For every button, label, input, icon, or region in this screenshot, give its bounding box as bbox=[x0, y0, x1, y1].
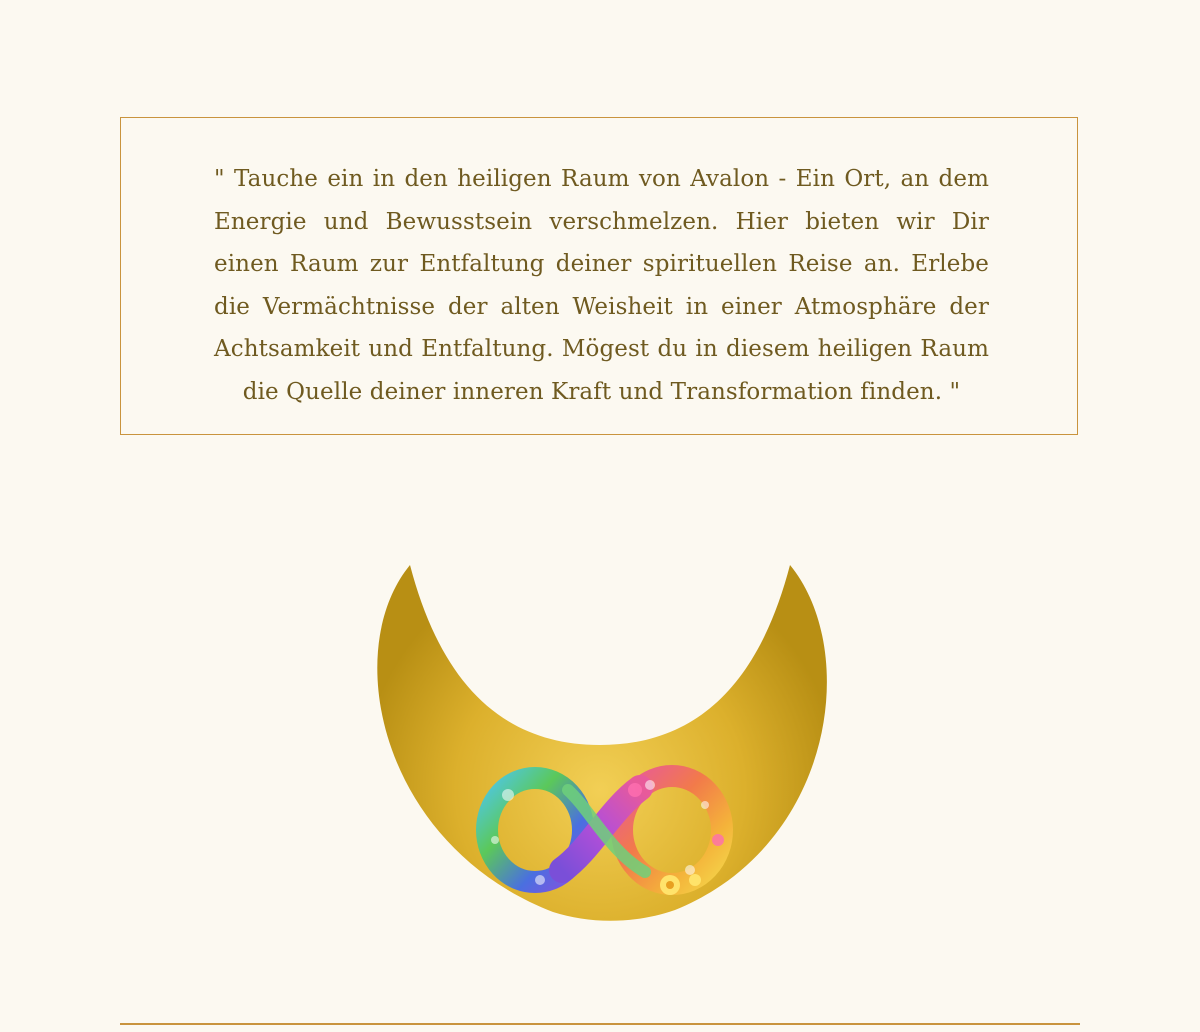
quote-box bbox=[120, 117, 1078, 435]
bottom-divider bbox=[120, 1023, 1080, 1025]
crescent-moon-shape bbox=[377, 565, 827, 921]
quote-text: " Tauche ein in den heiligen Raum von Avalon - Ein Ort, an dem Energie und Bewusstsein verschmelzen. Hier bieten wir Dir einen Raum zur Entfaltung deiner spirituellen Reise an. Erlebe die Vermächtnisse der alten Weisheit in einer Atmosphäre der Achtsamkeit und Entfaltung. Mögest du in diesem heiligen Raum die Quelle deiner inneren Kraft und Transformation finden. " bbox=[214, 166, 989, 405]
emblem bbox=[300, 540, 900, 940]
crescent-moon-icon bbox=[300, 540, 900, 940]
